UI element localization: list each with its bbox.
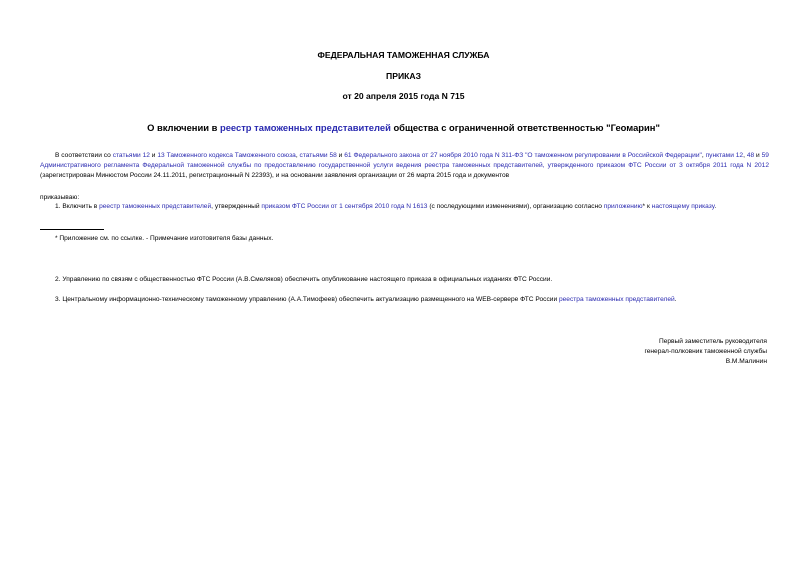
link-item-12[interactable]: пунктами 12 xyxy=(705,152,744,159)
agency-name: ФЕДЕРАЛЬНАЯ ТАМОЖЕННАЯ СЛУЖБА xyxy=(317,50,490,60)
link-registry-2[interactable]: реестра таможенных представителей xyxy=(558,296,675,303)
preamble-text: и xyxy=(754,152,762,159)
item-3-text: . xyxy=(674,296,677,303)
item-1-text: . xyxy=(714,203,717,210)
title-registry-link[interactable]: реестр таможенных представителей xyxy=(219,122,391,133)
link-article-12[interactable]: статьями 12 xyxy=(112,152,150,159)
item-3-text: 3. Центральному информационно-техническому таможенному управлению (А.А.Тимофеев) обеспечить актуализацию размещенного на WEB-сервере ФТС России xyxy=(55,296,559,303)
signature-rank: генерал-полковник таможенной службы xyxy=(644,348,767,355)
link-item-48[interactable]: 48 xyxy=(746,152,755,159)
item-1-text: , утвержденный xyxy=(211,203,262,210)
link-admin-regulation[interactable]: 59 Административного регламента Федеральной таможенной службы по предоставлению государственной услуги ведения реестра таможенных представителей, утвержденного приказом ФТС России от 3 октября 2011 года N 2012 xyxy=(40,152,769,169)
title-text-after: общества с ограниченной ответственностью "Геомарин" xyxy=(390,122,660,133)
item-1-text: * к xyxy=(642,203,652,210)
title-text-before: О включении в xyxy=(147,122,220,133)
paragraph-preamble xyxy=(40,151,769,181)
preamble-text: , xyxy=(743,152,747,159)
preamble-text: , xyxy=(295,152,300,159)
document-date-number: от 20 апреля 2015 года N 715 xyxy=(342,91,465,101)
document-type: ПРИКАЗ xyxy=(386,71,421,81)
item-1-text: 1. Включить в xyxy=(55,203,100,210)
signature-block xyxy=(644,337,767,367)
link-federal-law-311[interactable]: 61 Федерального закона от 27 ноября 2010 года N 311-ФЗ "О таможенном регулировании в Российской Федерации" xyxy=(344,152,702,159)
preamble-text: и xyxy=(149,152,158,159)
signature-name: В.М.Малинин xyxy=(725,358,767,365)
link-registry[interactable]: реестр таможенных представителей xyxy=(99,203,212,210)
preamble-text: В соответствии со xyxy=(55,152,113,159)
footnote: * Приложение см. по ссылке. - Примечание изготовителя базы данных. xyxy=(55,235,274,242)
link-customs-code[interactable]: 13 Таможенного кодекса Таможенного союза xyxy=(157,152,296,159)
link-order-1613[interactable]: приказом ФТС России от 1 сентября 2010 года N 1613 xyxy=(261,203,428,210)
document-title xyxy=(0,122,807,133)
footnote-divider xyxy=(40,229,104,230)
preamble-text: , xyxy=(701,152,706,159)
paragraph-item-1 xyxy=(40,202,769,212)
paragraph-item-3 xyxy=(55,295,769,305)
link-this-order[interactable]: настоящему приказу xyxy=(651,203,715,210)
preamble-text: (зарегистрирован Минюстом России 24.11.2011, регистрационный N 22393), и на основании заявления организации от 26 марта 2015 года и документов xyxy=(40,172,510,179)
signature-position: Первый заместитель руководителя xyxy=(658,338,767,345)
paragraph-order-word: приказываю: xyxy=(40,194,80,201)
link-article-58[interactable]: статьями 58 xyxy=(299,152,337,159)
link-appendix[interactable]: приложению xyxy=(603,203,643,210)
paragraph-item-2: 2. Управлению по связям с общественностью ФТС России (А.В.Смеляков) обеспечить опубликование настоящего приказа в официальных изданиях ФТС России. xyxy=(55,276,553,283)
item-1-text: (с последующими изменениями), организацию согласно xyxy=(427,203,604,210)
preamble-text: и xyxy=(336,152,345,159)
